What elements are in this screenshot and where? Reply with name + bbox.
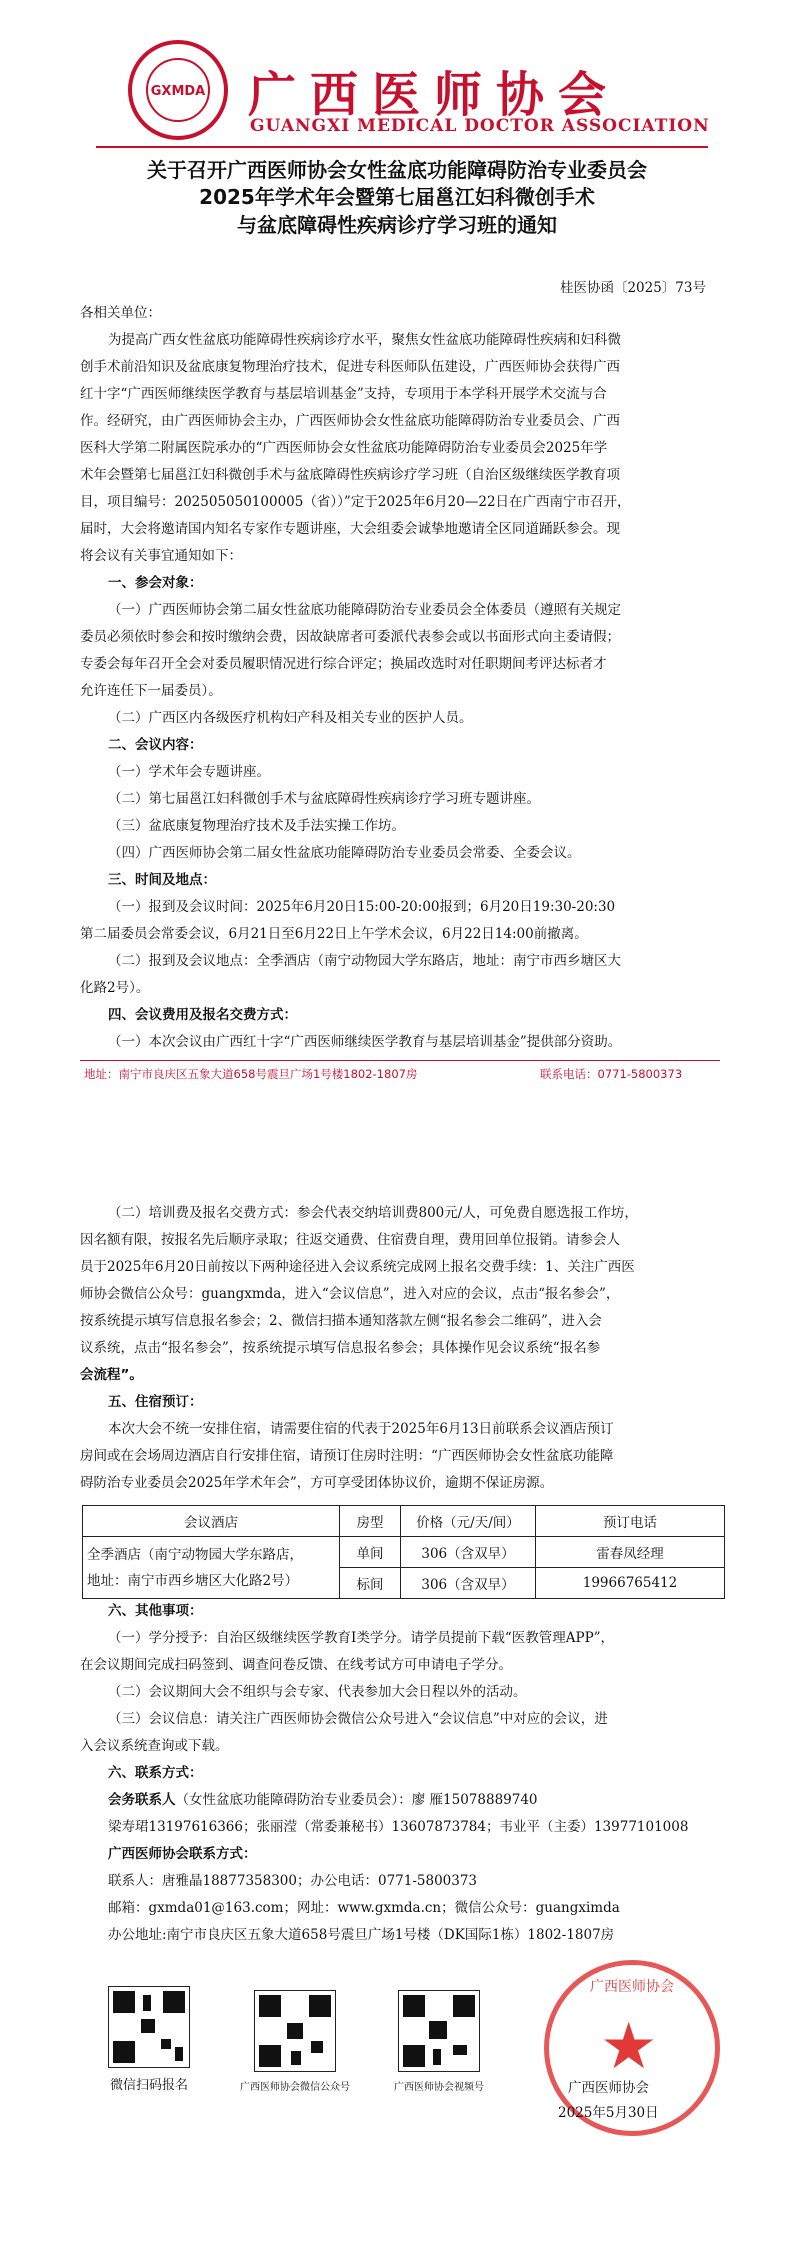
text-line: 按系统提示填写信息报名参会；2、微信扫描本通知落款左侧“报名参会二维码”，进入会 bbox=[80, 1313, 602, 1329]
section-heading-other: 六、其他事项： bbox=[108, 1603, 203, 1619]
text-line: 因名额有限，按报名先后顺序录取；往返交通费、住宿费自理，费用回单位报销。请参会人 bbox=[80, 1232, 620, 1248]
hotel-name-line: 全季酒店（南宁动物园大学东路店， bbox=[87, 1546, 303, 1563]
qr-label-video: 广西医师协会视频号 bbox=[394, 2082, 484, 2093]
fees-paragraph-2 bbox=[80, 1200, 720, 1389]
section-heading-fees: 四、会议费用及报名交费方式： bbox=[108, 1007, 297, 1023]
org-name-en: GUANGXI MEDICAL DOCTOR ASSOCIATION bbox=[250, 116, 710, 136]
text-line: 专委会每年召开全会对委员履职情况进行综合评定；换届改选时对任职期间考评达标者才 bbox=[80, 656, 607, 672]
text-line: 师协会微信公众号：guangxmda，进入“会议信息”，进入对应的会议，点击“报名参会”， bbox=[80, 1286, 620, 1302]
text-line: 会流程”。 bbox=[80, 1367, 143, 1383]
registration-qr-code[interactable] bbox=[108, 1986, 190, 2068]
association-email-line: 邮箱：gxmda01@163.com；网址：www.gxmda.cn；微信公众号：guangximda bbox=[108, 1900, 620, 1916]
table-cell-room-type: 单间 bbox=[340, 1537, 401, 1568]
title-line-1: 关于召开广西医师协会女性盆底功能障碍防治专业委员会 bbox=[147, 158, 647, 182]
hotel-table bbox=[82, 1505, 725, 1599]
contact-line-2: 梁寿珺13197616366；张丽滢（常委兼秘书）13607873784；韦业平（主委）13977101008 bbox=[108, 1819, 689, 1835]
intro-line: 为提高广西女性盆底功能障碍性疾病诊疗水平，聚焦女性盆底功能障碍性疾病和妇科微 bbox=[108, 332, 621, 348]
text-line: 员于2025年6月20日前按以下两种途径进入会议系统完成网上报名交费手续：1、关注广西医 bbox=[80, 1259, 635, 1275]
logo-text: GXMDA bbox=[150, 84, 206, 99]
table-header-phone: 预订电话 bbox=[536, 1506, 725, 1537]
text-line: 在会议期间完成扫码签到、调查问卷反馈、在线考试方可申请电子学分。 bbox=[80, 1657, 512, 1673]
text-line: 本次大会不统一安排住宿，请需要住宿的代表于2025年6月13日前联系会议酒店预订 bbox=[108, 1421, 614, 1437]
table-cell-room-type: 标间 bbox=[340, 1568, 401, 1599]
text-line: （一）学分授予：自治区级继续医学教育Ⅰ类学分。请学员提前下载“医教管理APP”， bbox=[108, 1630, 615, 1646]
content-item: （四）广西医师协会第二届女性盆底功能障碍防治专业委员会常委、全委会议。 bbox=[108, 845, 581, 861]
other-paragraph-3 bbox=[80, 1706, 720, 1760]
footer-phone: 联系电话：0771-5800373 bbox=[540, 1067, 683, 1081]
intro-line: 将会议有关事宜通知如下： bbox=[80, 548, 242, 564]
intro-line: 目，项目编号：202505050100005（省））”定于2025年6月20—22日在广西南宁市召开， bbox=[80, 494, 631, 510]
text-line: 第二届委员会常委会议，6月21日至6月22日上午学术会议，6月22日14:00前撤离。 bbox=[80, 926, 588, 942]
table-cell-contact-name: 雷春凤经理 bbox=[536, 1537, 725, 1568]
text-line: 房间或在会场周边酒店自行安排住宿，请预订住房时注明：“广西医师协会女性盆底功能障 bbox=[80, 1448, 614, 1464]
table-cell-hotel bbox=[83, 1537, 340, 1599]
contact-label: 会务联系人 bbox=[108, 1792, 176, 1808]
content-item: （一）学术年会专题讲座。 bbox=[108, 764, 270, 780]
table-header-room: 房型 bbox=[340, 1506, 401, 1537]
qr-label-registration: 微信扫码报名 bbox=[109, 2078, 188, 2093]
salutation: 各相关单位： bbox=[80, 305, 161, 321]
table-header-hotel: 会议酒店 bbox=[83, 1506, 340, 1537]
section-heading-contact: 六、联系方式： bbox=[108, 1765, 203, 1781]
footer-address: 地址：南宁市良庆区五象大道658号震旦广场1号楼1802-1807房 bbox=[84, 1067, 418, 1081]
content-item: （二）第七届邕江妇科微创手术与盆底障碍性疾病诊疗学习班专题讲座。 bbox=[108, 791, 540, 807]
intro-line: 医科大学第二附属医院承办的“广西医师协会女性盆底功能障碍防治专业委员会2025年学 bbox=[80, 440, 608, 456]
text-line: （一）广西医师协会第二届女性盆底功能障碍防治专业委员会全体委员（遵照有关规定 bbox=[108, 602, 621, 618]
other-paragraph-1 bbox=[80, 1625, 720, 1679]
title-line-3: 与盆底障碍性疾病诊疗学习班的通知 bbox=[237, 213, 557, 237]
table-header-price: 价格（元/天/间） bbox=[401, 1506, 536, 1537]
fees-paragraph-1: （一）本次会议由广西红十字“广西医师继续医学教育与基层培训基金”提供部分资助。 bbox=[108, 1034, 622, 1050]
section-heading-content: 二、会议内容： bbox=[108, 737, 203, 753]
accommodation-paragraph bbox=[80, 1416, 720, 1497]
hotel-table-wrapper bbox=[82, 1505, 725, 1599]
qr-label-wechat: 广西医师协会微信公众号 bbox=[240, 2082, 350, 2093]
text-line: 委员必须依时参会和按时缴纳会费，因故缺席者可委派代表参会或以书面形式向主委请假； bbox=[80, 629, 620, 645]
association-contact-line: 联系人：唐雅晶18877358300；办公电话：0771-5800373 bbox=[108, 1873, 478, 1889]
text-line: 入会议系统查询或下载。 bbox=[80, 1738, 229, 1754]
other-paragraph-2: （二）会议期间大会不组织与会专家、代表参加大会日程以外的活动。 bbox=[108, 1684, 527, 1700]
text-line: （一）报到及会议时间：2025年6月20日15:00-20:00报到；6月20日19:30-20:30 bbox=[108, 899, 616, 915]
hotel-address-line: 地址：南宁市西乡塘区大化路2号） bbox=[87, 1572, 299, 1589]
attendees-paragraph-1 bbox=[80, 597, 720, 705]
text-line: （二）培训费及报名交费方式：参会代表交纳培训费800元/人，可免费自愿选报工作坊， bbox=[108, 1205, 638, 1221]
contact-text: （女性盆底功能障碍防治专业委员会）：廖 雁15078889740 bbox=[175, 1792, 538, 1808]
contact-line-1 bbox=[108, 1787, 538, 1814]
wechat-account-qr-code[interactable] bbox=[254, 1990, 336, 2072]
seal-arc-text: 广西医师协会 bbox=[590, 1979, 674, 1995]
association-address-line: 办公地址:南宁市良庆区五象大道658号震旦广场1号楼（DK国际1栋）1802-1807房 bbox=[108, 1927, 615, 1943]
text-line: 允许连任下一届委员）。 bbox=[80, 683, 222, 699]
place-paragraph bbox=[80, 948, 720, 1002]
intro-line: 作。经研究，由广西医师协会主办，广西医师协会女性盆底功能障碍防治专业委员会、广西 bbox=[80, 413, 620, 429]
intro-line: 届时，大会将邀请国内知名专家作专题讲座，大会组委会诚挚地邀请全区同道踊跃参会。现 bbox=[80, 521, 620, 537]
text-line: 议系统，点击“报名参会”，按系统提示填写信息报名参会；具体操作见会议系统“报名参 bbox=[80, 1340, 601, 1356]
section-heading-time-place: 三、时间及地点： bbox=[108, 872, 216, 888]
intro-line: 术年会暨第七届邕江妇科微创手术与盆底障碍性疾病诊疗学习班（自治区级继续医学教育项 bbox=[80, 467, 620, 483]
content-item: （三）盆底康复物理治疗技术及手法实操工作坊。 bbox=[108, 818, 405, 834]
video-account-qr-code[interactable] bbox=[398, 1990, 480, 2072]
intro-paragraph bbox=[80, 327, 720, 570]
table-cell-price: 306（含双早） bbox=[401, 1537, 536, 1568]
text-line: （三）会议信息：请关注广西医师协会微信公众号进入“会议信息”中对应的会议，进 bbox=[108, 1711, 608, 1727]
time-paragraph bbox=[80, 894, 720, 948]
text-line: 化路2号）。 bbox=[80, 980, 150, 996]
document-reference-number: 桂医协函〔2025〕73号 bbox=[559, 280, 706, 296]
signature-date: 2025年5月30日 bbox=[558, 2105, 659, 2121]
attendees-paragraph-2: （二）广西区内各级医疗机构妇产科及相关专业的医护人员。 bbox=[108, 710, 473, 726]
intro-line: 创手术前沿知识及盆底康复物理治疗技术，促进专科医师队伍建设，广西医师协会获得广西 bbox=[80, 359, 620, 375]
seal-star-icon: ★ bbox=[600, 2010, 658, 2084]
org-name-cn: 广西医师协会 bbox=[248, 67, 621, 123]
table-cell-price: 306（含双早） bbox=[401, 1568, 536, 1599]
header-divider bbox=[96, 146, 708, 148]
text-line: （二）报到及会议地点：全季酒店（南宁动物园大学东路店，地址：南宁市西乡塘区大 bbox=[108, 953, 621, 969]
text-line: 碍防治专业委员会2025年学术年会”，方可享受团体协议价，逾期不保证房源。 bbox=[80, 1475, 554, 1491]
signature-org: 广西医师协会 bbox=[568, 2080, 649, 2096]
section-heading-attendees: 一、参会对象： bbox=[108, 575, 203, 591]
footer-divider bbox=[80, 1060, 720, 1061]
intro-line: 红十字“广西医师继续医学教育与基层培训基金”支持，专项用于本学科开展学术交流与合 bbox=[80, 386, 607, 402]
table-cell-contact-phone: 19966765412 bbox=[536, 1568, 725, 1599]
association-contact-heading: 广西医师协会联系方式： bbox=[108, 1846, 257, 1862]
title-line-2: 2025年学术年会暨第七届邕江妇科微创手术 bbox=[199, 185, 595, 209]
section-heading-accommodation: 五、住宿预订： bbox=[108, 1394, 203, 1410]
